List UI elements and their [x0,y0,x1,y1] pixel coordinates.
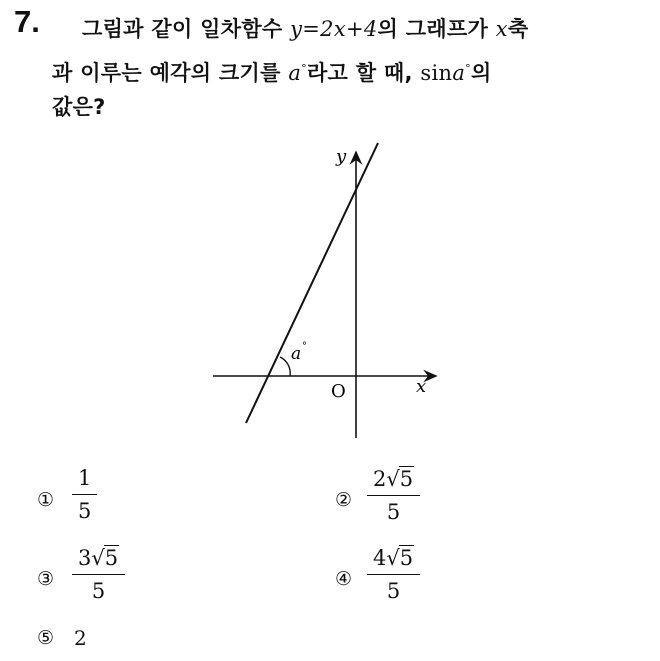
choice-1-denominator: 5 [78,499,92,523]
degree-symbol: ° [301,62,307,75]
choice-2-denominator: 5 [386,500,401,524]
choice-2-fraction [367,466,420,524]
choice-4-coefficient: 4 [373,546,387,570]
choice-1-numerator: 1 [78,466,92,490]
choice-5-value: 2 [74,626,87,650]
question-number: 7. [14,4,40,39]
angle-label: a [291,344,302,364]
choice-3-coefficient: 3 [78,546,92,570]
equation: y=2x+4 [290,17,378,41]
question-text-2b: 라고 할 때, [306,61,421,85]
choice-3-denominator: 5 [91,579,106,603]
question-text-1c: 축 [507,17,529,41]
choice-4-denominator: 5 [386,579,401,603]
choice-4-fraction [367,545,420,603]
choice-5-marker: ⑤ [37,627,55,649]
degree-symbol-2: ° [465,62,471,75]
question-line-3: 값은? [52,95,106,119]
choice-4-marker: ④ [335,568,353,590]
choice-3-fraction [72,545,125,603]
origin-label: O [331,381,346,402]
choice-2-coefficient: 2 [373,467,387,491]
angle-arc [280,357,290,376]
choice-1-fraction [72,466,97,523]
question-text-2a: 과 이루는 예각의 크기를 [52,61,289,85]
sin-function: sin [420,61,453,85]
question-text-1a: 그림과 같이 일차함수 [82,17,291,41]
choice-3-marker: ③ [37,568,55,590]
x-variable: x [495,17,508,41]
fraction-bar [367,495,420,496]
choice-2-radicand: 5 [399,467,414,491]
angle-degree-symbol: ° [302,341,307,352]
fraction-bar [72,494,97,495]
x-axis-label: x [416,376,427,397]
alpha-symbol-2: a [452,61,466,85]
fraction-bar [367,574,420,575]
choice-1-marker: ① [37,489,55,511]
choice-4-radicand: 5 [399,546,414,570]
choice-2-marker: ② [335,489,353,511]
question-text-2c: 의 [470,61,492,85]
question-text-1b: 의 그래프가 [377,17,496,41]
fraction-bar [72,574,125,575]
y-axis-label: y [336,146,347,167]
alpha-symbol: a [288,61,302,85]
choice-3-radicand: 5 [104,546,119,570]
choice-3-numerator: 3√5 [78,546,119,570]
choice-2-numerator: 2√5 [373,467,414,491]
choice-4-numerator: 4√5 [373,546,414,570]
function-line [246,143,378,423]
